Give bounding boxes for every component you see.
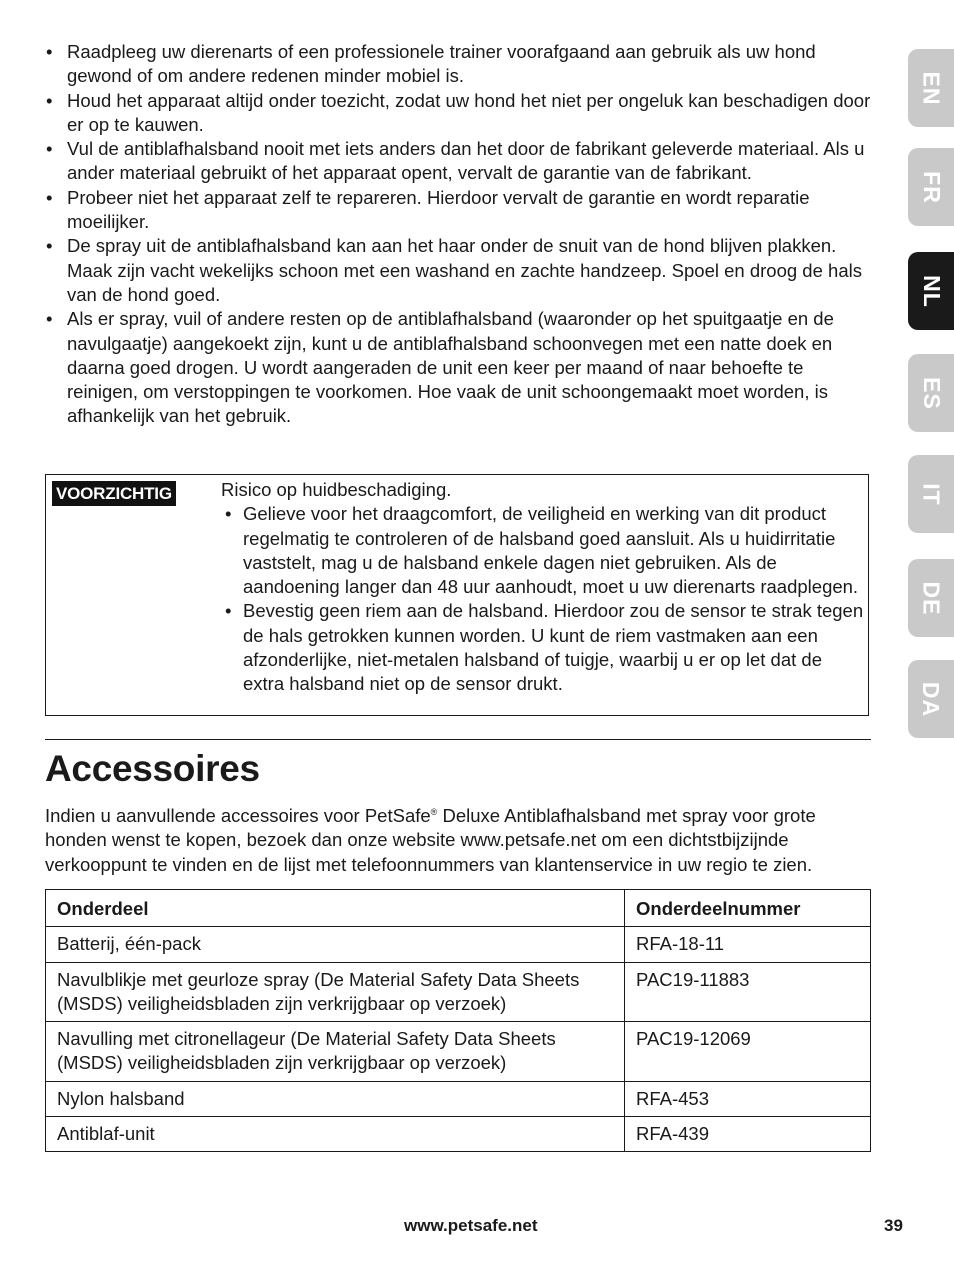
part-number-cell: PAC19-11883 [625,962,871,1022]
part-name-cell: Batterij, één-pack [46,927,625,962]
caution-box [45,474,869,716]
warnings-list [45,40,871,429]
table-row [46,1117,871,1152]
page-number: 39 [884,1216,903,1235]
part-name-cell: Nylon halsband [46,1081,625,1116]
column-header-part-number: Onderdeelnummer [625,890,871,927]
section-divider [45,739,871,740]
language-tab-label: NL [918,274,945,308]
caution-label: VOORZICHTIG [52,481,176,506]
part-name-cell: Navulling met citronellageur (De Material Safety Data Sheets (MSDS) veiligheidsbladen zijn verkrijgbaar op verzoek) [46,1022,625,1082]
warning-item: • Houd het apparaat altijd onder toezicht, zodat uw hond het niet per ongeluk kan beschadigen door er op te kauwen. [45,89,871,138]
table-row [46,962,871,1022]
warning-item: • Raadpleeg uw dierenarts of een professionele trainer voorafgaand aan gebruik als uw hond gewond of om andere redenen minder mobiel is. [45,40,871,89]
table-row [46,927,871,962]
language-tab-label: ES [918,376,945,410]
table-row [46,1022,871,1082]
table-header-row [46,890,871,927]
part-name-cell: Antiblaf-unit [46,1117,625,1152]
warning-item: • De spray uit de antiblafhalsband kan aan het haar onder de snuit van de hond blijven plakken. Maak zijn vacht wekelijks schoon met een washand en zachte handzeep. Spoel en droog de hals van de hond goed. [45,234,871,307]
part-name-cell: Navulblikje met geurloze spray (De Material Safety Data Sheets (MSDS) veiligheidsbladen zijn verkrijgbaar op verzoek) [46,962,625,1022]
caution-text [221,478,866,697]
caution-item: • Gelieve voor het draagcomfort, de veiligheid en werking van dit product regelmatig te controleren of de halsband goed aansluit. Als u huidirritatie vaststelt, mag u de halsband enkele dagen niet gebruiken. Als de aandoening langer dan 48 uur aanhoudt, moet u uw dierenarts raadplegen. [221,502,866,599]
part-number-cell: PAC19-12069 [625,1022,871,1082]
language-tab-label: EN [918,71,945,105]
language-tab-label: FR [918,170,945,204]
registered-mark: ® [430,807,438,817]
part-number-cell: RFA-439 [625,1117,871,1152]
caution-list [221,502,866,696]
parts-table [45,889,871,1152]
section-intro [45,800,875,877]
footer-url: www.petsafe.net [404,1216,538,1235]
language-tab-label: DA [918,681,945,717]
language-tab-label: DE [918,581,945,615]
language-tab-de[interactable] [908,559,954,637]
caution-item: • Bevestig geen riem aan de halsband. Hierdoor zou de sensor te strak tegen de hals getrokken kunnen worden. U kunt de riem vastmaken aan een afzonderlijke, niet-metalen halsband of tuigje, waarbij u er op let dat de extra halsband niet op de sensor drukt. [221,599,866,696]
language-tab-label: IT [918,482,945,506]
caution-intro: Risico op huidbeschadiging. [221,479,452,500]
section-title: Accessoires [45,748,260,789]
part-number-cell: RFA-18-11 [625,927,871,962]
language-tab-it[interactable] [908,455,954,533]
language-tab-en[interactable] [908,49,954,127]
warning-item: • Probeer niet het apparaat zelf te repareren. Hierdoor vervalt de garantie en wordt reparatie moeilijker. [45,186,871,235]
warning-item: • Als er spray, vuil of andere resten op de antiblafhalsband (waaronder op het spuitgaatje en de navulgaatje) aangekoekt zijn, kunt u de antiblafhalsband schoonvegen met een natte doek en daarna goed drogen. U wordt aangeraden de unit een keer per maand of naar behoefte te reinigen, om verstoppingen te voorkomen. Hoe vaak de unit schoongemaakt moet worden, is afhankelijk van het gebruik. [45,307,871,428]
warnings-list-section [45,40,871,429]
intro-text-end: Deluxe Antiblafhalsband met spray voor grote honden wenst te kopen, bezoek dan onze website www.petsafe.net om een dichtstbijzijnde verkooppunt te vinden en de lijst met telefoonnummers van klantenservice in uw regio te zien. [45,805,816,875]
column-header-part: Onderdeel [46,890,625,927]
part-number-cell: RFA-453 [625,1081,871,1116]
language-tab-fr[interactable] [908,148,954,226]
warning-item: • Vul de antiblafhalsband nooit met iets anders dan het door de fabrikant geleverde materiaal. Als u ander materiaal gebruikt of het apparaat opent, vervalt de garantie van de fabrikant. [45,137,871,186]
table-row [46,1081,871,1116]
language-tab-es[interactable] [908,354,954,432]
language-tab-nl[interactable] [908,252,954,330]
intro-text-start: Indien u aanvullende accessoires voor PetSafe [45,805,431,826]
language-tab-da[interactable] [908,660,954,738]
